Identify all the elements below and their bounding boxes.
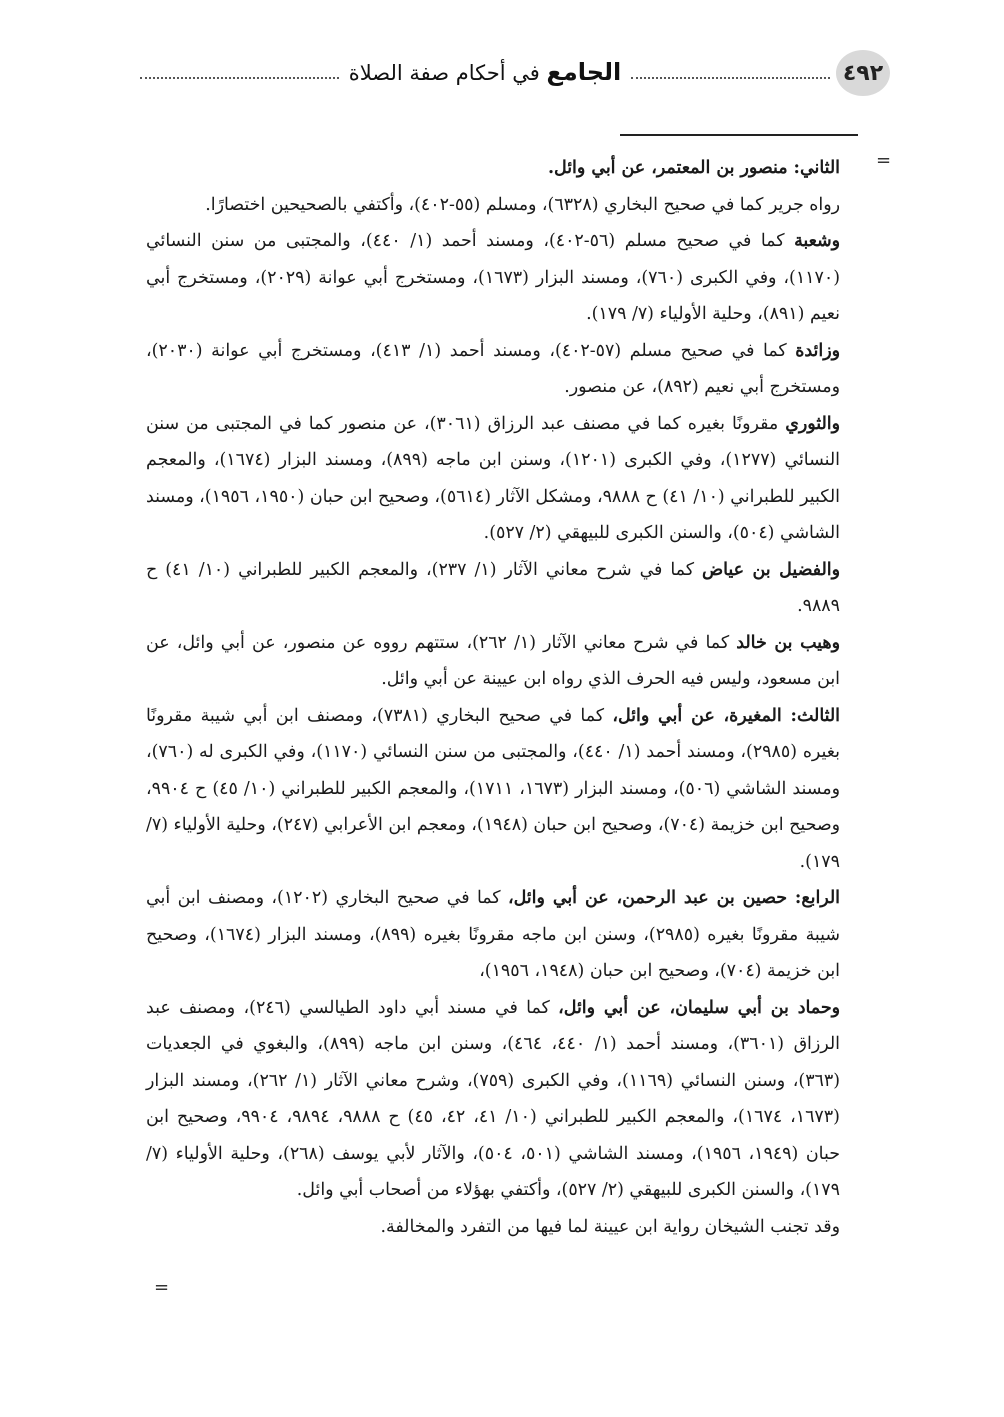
paragraph-lead: وحماد بن أبي سليمان، عن أبي وائل، xyxy=(558,997,841,1018)
paragraph xyxy=(146,990,840,1209)
title-dots-right xyxy=(631,77,830,79)
paragraph-text: كما في صحيح البخاري (٧٣٨١)، ومصنف ابن أبي شيبة مقرونًا بغيره (٢٩٨٥)، ومسند أحمد (١/ ٤٤٠)، والمجتبى من سنن النسائي (١١٧٠)، وفي الكبرى له (٧٦٠)، ومسند الشاشي (٥٠٦)، ومسند البزار (١٦٧٣، ١٧١١)، والمعجم الكبير للطبراني (١٠/ ٤٥) ح ٩٩٠٤، وصحيح ابن خزيمة (٧٠٤)، وصحيح ابن حبان (١٩٤٨)، ومعجم ابن الأعرابي (٢٤٧)، وحلية الأولياء (٧/ ١٧٩). xyxy=(146,705,841,872)
page-header xyxy=(140,42,900,102)
book-title xyxy=(339,58,632,86)
running-title xyxy=(140,54,830,90)
book-title-main: الجامع xyxy=(546,58,622,86)
paragraph xyxy=(146,406,840,552)
page-number: ٤٩٢ xyxy=(836,50,890,96)
paragraph-text: كما في صحيح البخاري (١٢٠٢)، ومصنف ابن أبي شيبة مقرونًا بغيره (٢٩٨٥)، وسنن ابن ماجه مقرونًا بغيره (٨٩٩)، ومسند البزار (١٦٧٤)، وصحيح ابن خزيمة (٧٠٤)، وصحيح ابن حبان (١٩٤٨، ١٩٥٦)، xyxy=(146,888,840,981)
paragraph-text: وقد تجنب الشيخان رواية ابن عيينة لما فيها من التفرد والمخالفة. xyxy=(380,1216,840,1237)
title-dots-left xyxy=(140,77,339,79)
continuation-mark-top: = xyxy=(876,150,892,171)
paragraph-lead: الثاني: منصور بن المعتمر، عن أبي وائل. xyxy=(547,158,840,178)
paragraph xyxy=(146,333,840,406)
paragraph-text: كما في شرح معاني الآثار (١/ ٢٣٧)، والمعجم الكبير للطبراني (١٠/ ٤١) ح ٩٨٨٩. xyxy=(146,559,840,616)
book-title-sub: في أحكام صفة الصلاة xyxy=(348,61,540,85)
paragraph-text: كما في صحيح مسلم (٥٦-٤٠٢)، ومسند أحمد (١/ ٤٤٠)، والمجتبى من سنن النسائي (١١٧٠)، وفي الكبرى (٧٦٠)، ومسند البزار (١٦٧٣)، ومستخرج أبي عوانة (٢٠٢٩)، ومستخرج أبي نعيم (٨٩١)، وحلية الأولياء (٧/ ١٧٩). xyxy=(146,231,840,324)
paragraph-text: رواه جرير كما في صحيح البخاري (٦٣٢٨)، ومسلم (٥٥-٤٠٢)، وأكتفي بالصحيحين اختصارًا. xyxy=(205,194,840,215)
paragraph xyxy=(146,187,840,224)
paragraph-lead: وهيب بن خالد xyxy=(736,632,841,653)
paragraph-text: كما في صحيح مسلم (٥٧-٤٠٢)، ومسند أحمد (١/ ٤١٣)، ومستخرج أبي عوانة (٢٠٣٠)، ومستخرج أبي نعيم (٨٩٢)، عن منصور. xyxy=(146,340,840,397)
paragraph-lead: الثالث: المغيرة، عن أبي وائل، xyxy=(612,705,840,726)
paragraph-lead: وزائدة xyxy=(795,340,841,361)
paragraph xyxy=(146,552,840,625)
paragraph-text: كما في شرح معاني الآثار (١/ ٢٦٢)، ستتهم رووه عن منصور، عن أبي وائل، عن ابن مسعود، وليس فيه الحرف الذي رواه ابن عيينة عن أبي وائل. xyxy=(146,632,840,689)
paragraph xyxy=(146,698,840,881)
paragraph-text: كما في مسند أبي داود الطيالسي (٢٤٦)، ومصنف عبد الرزاق (٣٦٠١)، ومسند أحمد (١/ ٤٤٠، ٤٦٤)، وسنن ابن ماجه (٨٩٩)، والبغوي في الجعديات (٣٦٣)، وسنن النسائي (١١٦٩)، وفي الكبرى (٧٥٩)، وشرح معاني الآثار (١/ ٢٦٢)، ومسند البزار (١٦٧٣، ١٦٧٤)، والمعجم الكبير للطبراني (١٠/ ٤١، ٤٢، ٤٥) ح ٩٨٨٨، ٩٨٩٤، ٩٩٠٤، وصحيح ابن حبان (١٩٤٩، ١٩٥٦)، ومسند الشاشي (٥٠١، ٥٠٤)، والآثار لأبي يوسف (٢٦٨)، وحلية الأولياء (٧/ ١٧٩)، والسنن الكبرى للبيهقي (٢/ ٥٢٧)، وأكتفي بهؤلاء من أصحاب أبي وائل. xyxy=(146,997,841,1200)
footnote-rule xyxy=(620,134,858,136)
paragraph-lead: الرابع: حصين بن عبد الرحمن، عن أبي وائل، xyxy=(508,888,840,908)
paragraph-text: مقرونًا بغيره كما في مصنف عبد الرزاق (٣٠٦١)، عن منصور كما في المجتبى من سنن النسائي (١٢٧٧)، وفي الكبرى (١٢٠١)، وسنن ابن ماجه (٨٩٩)، ومسند البزار (١٦٧٤)، والمعجم الكبير للطبراني (١٠/ ٤١) ح ٩٨٨٨، ومشكل الآثار (٥٦١٤)، وصحيح ابن حبان (١٩٥٠، ١٩٥٦)، ومسند الشاشي (٥٠٤)، والسنن الكبرى للبيهقي (٢/ ٥٢٧). xyxy=(146,413,840,543)
paragraph xyxy=(146,1209,840,1246)
continuation-mark-bottom: = xyxy=(154,1277,170,1298)
paragraph-lead: والثوري xyxy=(785,413,840,434)
paragraph xyxy=(146,880,840,990)
paragraph-lead: والفضيل بن عياض xyxy=(702,559,840,580)
paragraph xyxy=(146,625,840,698)
footnote-body xyxy=(146,150,840,1245)
paragraph-lead: وشعبة xyxy=(794,231,841,251)
paragraph xyxy=(146,223,840,333)
paragraph xyxy=(146,150,840,187)
